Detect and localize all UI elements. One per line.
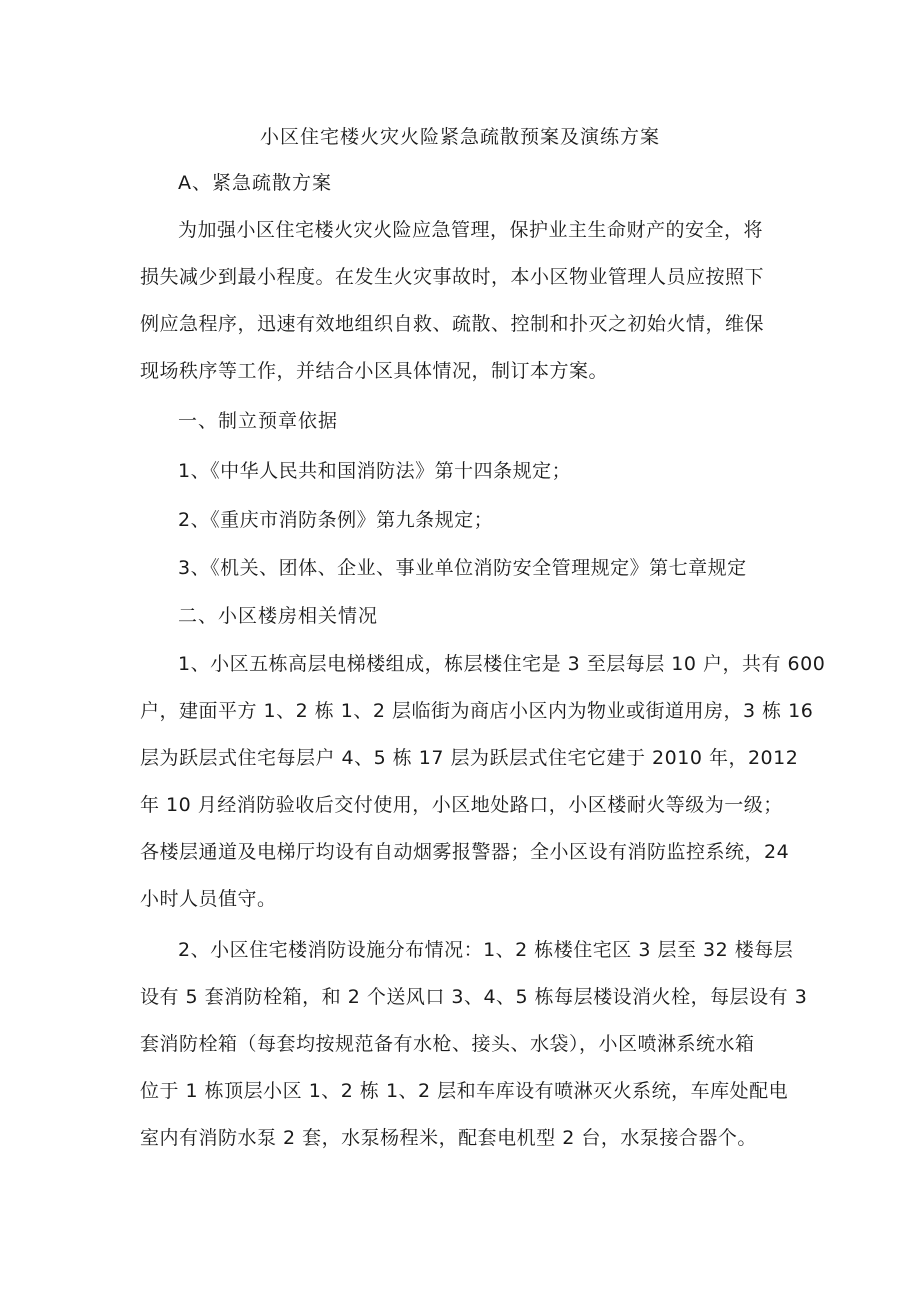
heading-basis: 一、制立预章依据 — [178, 410, 339, 432]
fire-facilities-line: 2、小区住宅楼消防设施分布情况：1、2 栋楼住宅区 3 层至 32 楼每层 — [178, 939, 794, 961]
building-info-line: 年 10 月经消防验收后交付使用，小区地处路口，小区楼耐火等级为一级； — [140, 794, 783, 816]
intro-line: 例应急程序，迅速有效地组织自救、疏散、控制和扑灭之初始火情，维保 — [140, 313, 765, 335]
building-info-line: 户，建面平方 1、2 栋 1、2 层临街为商店小区内为物业或街道用房，3 栋 16 — [140, 700, 814, 722]
building-info-line: 1、小区五栋高层电梯楼组成，栋层楼住宅是 3 至层每层 10 户，共有 600 — [178, 653, 826, 675]
fire-facilities-line: 设有 5 套消防栓箱，和 2 个送风口 3、4、5 栋每层楼设消火栓，每层设有 3 — [140, 986, 808, 1008]
fire-facilities-line: 位于 1 栋顶层小区 1、2 栋 1、2 层和车库设有喷淋灭火系统，车库处配电 — [140, 1080, 789, 1102]
basis-item: 3、《机关、团体、企业、事业单位消防安全管理规定》第七章规定 — [178, 557, 747, 579]
basis-item: 1、《中华人民共和国消防法》第十四条规定； — [178, 460, 572, 482]
heading-building-info: 二、小区楼房相关情况 — [178, 605, 379, 627]
intro-line: 为加强小区住宅楼火灾火险应急管理，保护业主生命财产的安全，将 — [178, 219, 764, 241]
fire-facilities-line: 室内有消防水泵 2 套，水泵杨程米，配套电机型 2 台，水泵接合器个。 — [140, 1127, 757, 1149]
building-info-line: 小时人员值守。 — [140, 888, 277, 910]
fire-facilities-line: 套消防栓箱（每套均按规范备有水枪、接头、水袋），小区喷淋系统水箱 — [140, 1033, 755, 1055]
building-info-line: 各楼层通道及电梯厅均设有自动烟雾报警器；全小区设有消防监控系统，24 — [140, 841, 790, 863]
building-info-line: 层为跃层式住宅每层户 4、5 栋 17 层为跃层式住宅它建于 2010 年，2012 — [140, 747, 799, 769]
intro-line: 损失减少到最小程度。在发生火灾事故时，本小区物业管理人员应按照下 — [140, 266, 765, 288]
intro-line: 现场秩序等工作，并结合小区具体情况，制订本方案。 — [140, 360, 609, 382]
document-title: 小区住宅楼火灾火险紧急疏散预案及演练方案 — [259, 126, 660, 148]
section-a-heading: A、紧急疏散方案 — [178, 172, 332, 194]
basis-item: 2、《重庆市消防条例》第九条规定； — [178, 509, 494, 531]
